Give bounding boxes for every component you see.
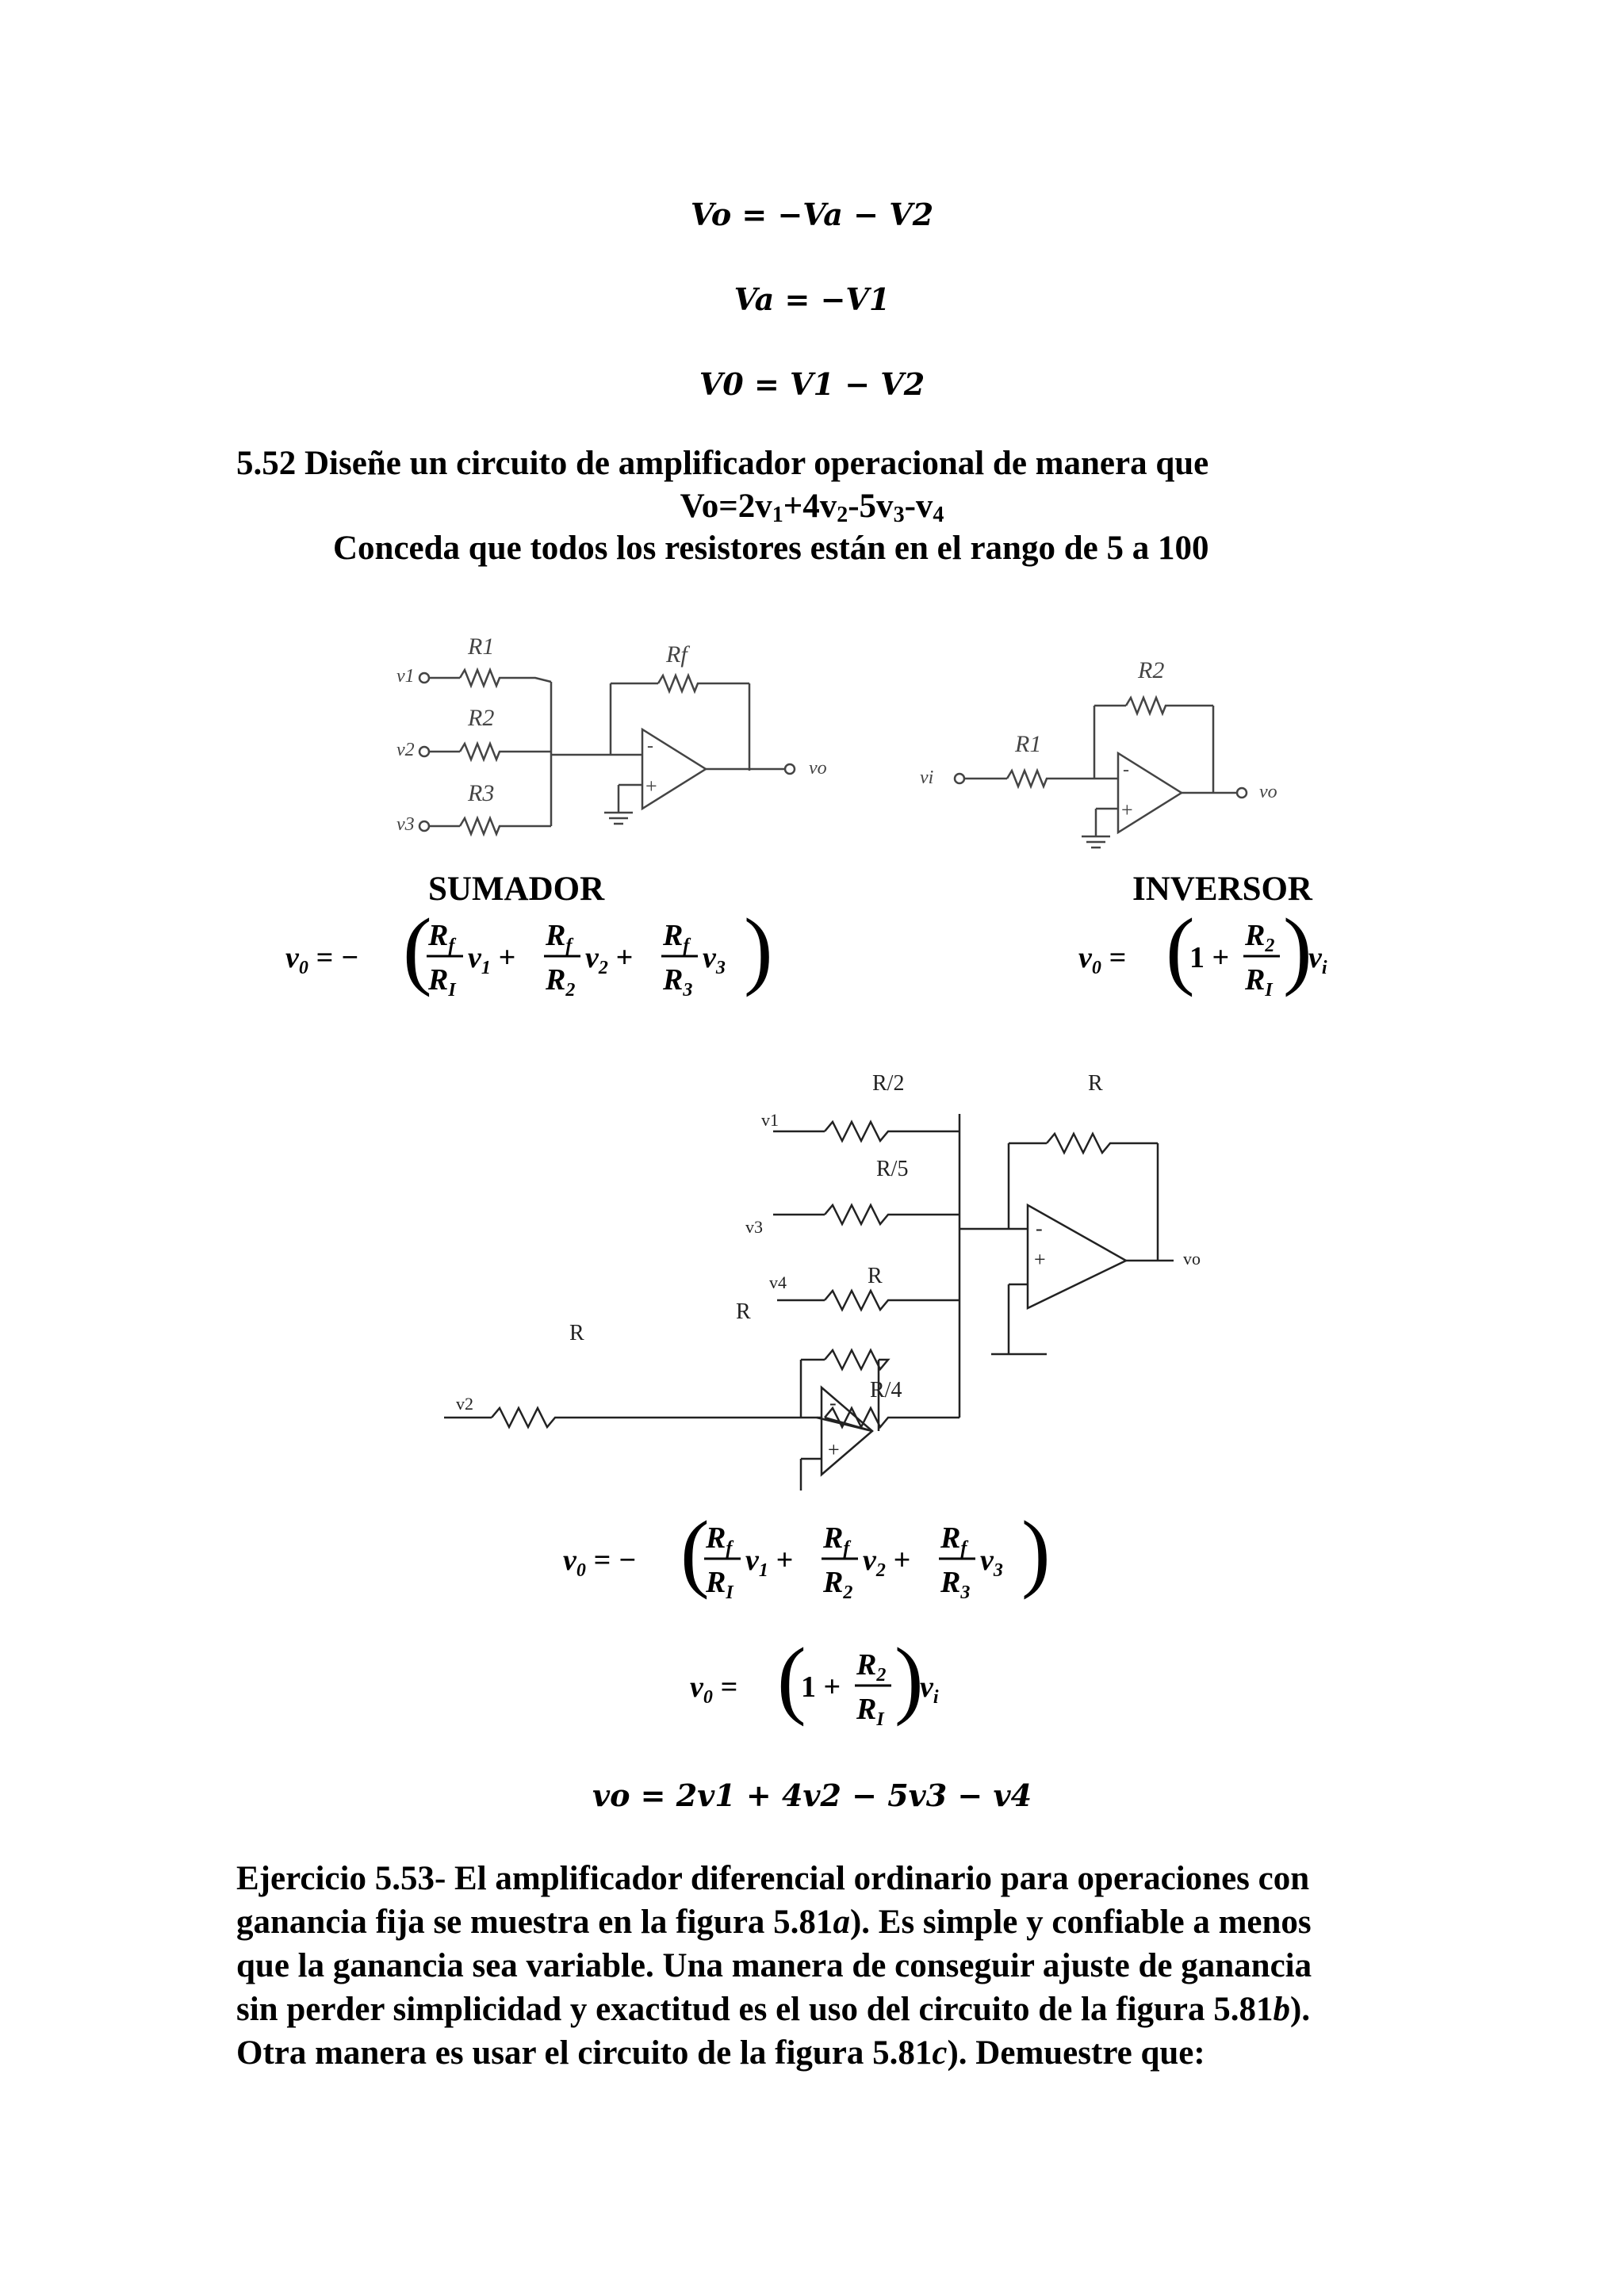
label-v3: v3 (396, 814, 415, 835)
svg-text:R3: $R_3$ (663, 963, 693, 1001)
exercise-553-paragraph (236, 1857, 1402, 2075)
formula-inv-repeat (690, 1641, 975, 1736)
label-r-fifth: R/5 (876, 1157, 909, 1181)
label-r-half: R/2 (872, 1071, 905, 1096)
problem-552-formula: $Vo=2v_1+4v_2-5v_3-v_4$ (680, 488, 944, 527)
label-r-quarter: R/4 (870, 1378, 902, 1402)
svg-text:v1 +: $v_1$ + (468, 941, 516, 978)
label-rf: Rf (666, 641, 688, 668)
label-design-v1: v1 (761, 1110, 779, 1130)
label-r3: R3 (468, 780, 495, 806)
svg-text:R2: $R_2$ (823, 1566, 853, 1603)
sumador-formula (285, 912, 793, 1007)
problem-552-constraint: Conceda que todos los resistores están en el rango de 5 a 100 (333, 530, 1209, 567)
svg-text:vi: $v_i$ (1308, 941, 1327, 978)
svg-text:(: ( (777, 1641, 806, 1727)
label-inv-r2: R2 (1138, 657, 1165, 683)
svg-text:v1 +: $v_1$ + (745, 1544, 794, 1581)
svg-text:RI: $R_I$ (1245, 963, 1273, 1001)
exercise-line-5: Otra manera es usar el circuito de la figura 5.81c). Demuestre que: (236, 2034, 1205, 2072)
svg-text:): ) (1021, 1514, 1051, 1600)
inversor-formula (1078, 912, 1364, 1007)
label-vo: vo (809, 758, 827, 779)
exercise-line-2: ganancia fija se muestra en la figura 5.81a). Es simple y confiable a menos (236, 1904, 1312, 1941)
label-sumador: SUMADOR (428, 871, 605, 908)
exercise-line-4: sin perder simplicidad y exactitud es el uso del circuito de la figura 5.81b). (236, 1991, 1311, 2028)
label-design-vo: vo (1183, 1249, 1201, 1269)
svg-text:Rf: $R_f$ (546, 919, 573, 956)
label-design-v2: v2 (456, 1394, 473, 1414)
inverting-amplifier-diagram (912, 650, 1308, 856)
svg-text:(: ( (1166, 912, 1195, 997)
label-v2: v2 (396, 740, 415, 760)
second-opamp-plus: + (828, 1438, 840, 1461)
label-v1: v1 (396, 666, 415, 687)
design-opamp-plus: + (1034, 1248, 1046, 1271)
opamp-plus: + (645, 775, 657, 798)
svg-text:v0 =: $v_0$ = (690, 1670, 738, 1708)
label-design-v3: v3 (745, 1217, 763, 1237)
label-vi: vi (920, 767, 934, 788)
svg-text:(: ( (403, 912, 432, 997)
svg-text:RI: $R_I$ (428, 963, 456, 1001)
label-r-v4: R (868, 1264, 883, 1288)
problem-552-title: 5.52 Diseñe un circuito de amplificador operacional de manera que (236, 445, 1209, 482)
svg-text:RI: $R_I$ (856, 1693, 884, 1730)
second-opamp-minus: - (829, 1391, 837, 1414)
svg-text:Rf: $R_f$ (428, 919, 455, 956)
label-r-feedback: R (1088, 1071, 1103, 1096)
svg-text:v0 = −: $v_0$ = − (285, 941, 359, 978)
svg-text:v2 +: $v_2$ + (863, 1544, 911, 1581)
label-r2: R2 (468, 705, 495, 731)
label-r-v2: R (569, 1321, 584, 1345)
label-r1: R1 (468, 633, 495, 660)
label-design-v4: v4 (769, 1272, 787, 1292)
svg-text:): ) (1283, 912, 1312, 997)
summing-amplifier-diagram (381, 618, 856, 856)
svg-text:1 +: 1 + (801, 1670, 841, 1704)
label-inv-r1: R1 (1015, 731, 1042, 757)
svg-text:): ) (894, 1641, 924, 1727)
svg-text:): ) (744, 912, 773, 997)
equation-vo: Vo = −Va − V2 (690, 197, 934, 232)
exercise-line-3: que la ganancia sea variable. Una manera de conseguir ajuste de ganancia (236, 1947, 1312, 1984)
final-equation: vo = 2v1 + 4v2 − 5v3 − v4 (592, 1777, 1032, 1813)
svg-text:RI: $R_I$ (706, 1566, 733, 1603)
formula-sum-repeat (563, 1514, 1071, 1609)
svg-text:(: ( (680, 1514, 710, 1600)
svg-text:v0 = −: $v_0$ = − (563, 1544, 637, 1581)
inv-opamp-minus: - (1123, 760, 1129, 780)
svg-text:R2: $R_2$ (546, 963, 576, 1001)
svg-text:Rf: $R_f$ (940, 1521, 967, 1559)
svg-text:Rf: $R_f$ (823, 1521, 850, 1559)
svg-text:Rf: $R_f$ (706, 1521, 733, 1559)
equation-va: Va = −V1 (733, 281, 891, 317)
svg-text:1 +: 1 + (1189, 941, 1230, 974)
opamp-minus: - (647, 736, 653, 756)
svg-text:R3: $R_3$ (940, 1566, 971, 1603)
svg-text:R2: $R_2$ (1245, 919, 1275, 956)
inv-opamp-plus: + (1121, 798, 1133, 821)
exercise-line-1: Ejercicio 5.53- El amplificador diferencial ordinario para operaciones con (236, 1860, 1310, 1897)
equation-v0: V0 = V1 − V2 (699, 366, 925, 402)
label-inversor: INVERSOR (1132, 871, 1312, 908)
svg-text:Rf: $R_f$ (663, 919, 690, 956)
design-circuit-diagram (444, 1070, 1285, 1498)
label-inv-vo: vo (1259, 782, 1277, 802)
svg-text:v3: $v_3$ (703, 941, 726, 978)
svg-text:v2 +: $v_2$ + (585, 941, 634, 978)
design-opamp-minus: - (1036, 1217, 1043, 1240)
svg-text:v0 =: $v_0$ = (1078, 941, 1127, 978)
svg-text:v3: $v_3$ (980, 1544, 1003, 1581)
svg-text:vi: $v_i$ (920, 1670, 939, 1708)
label-r-second-feedback: R (736, 1299, 751, 1324)
svg-text:R2: $R_2$ (856, 1648, 887, 1686)
